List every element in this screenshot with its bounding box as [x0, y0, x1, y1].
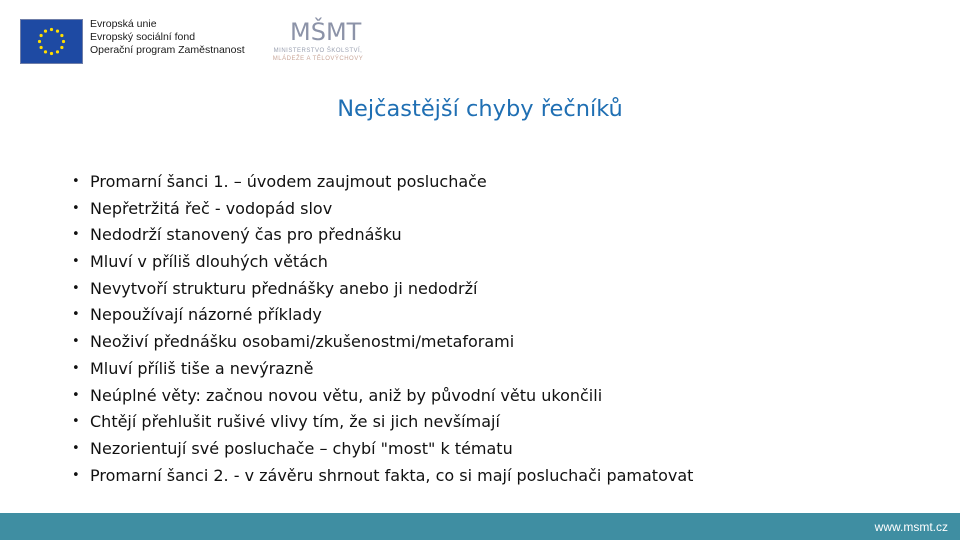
- list-item-text: Promarní šanci 2. - v závěru shrnout fakta, co si mají posluchači pamatovat: [90, 465, 694, 485]
- list-item: [72, 356, 693, 383]
- eu-star-icon: [62, 40, 65, 43]
- eu-star-icon: [56, 30, 59, 33]
- list-item-text: Promarní šanci 1. – úvodem zaujmout posluchače: [90, 172, 487, 191]
- eu-star-icon: [50, 28, 53, 31]
- list-item-text: Nevytvoří strukturu přednášky anebo ji nedodrží: [90, 278, 478, 298]
- bullet-icon: •: [72, 387, 80, 403]
- bullet-icon: •: [72, 334, 80, 350]
- msmt-logo: [268, 12, 368, 66]
- list-item-text: Nepřetržitá řeč - vodopád slov: [90, 198, 333, 218]
- bullet-icon: •: [72, 280, 80, 296]
- msmt-mark: MŠMT: [290, 18, 362, 46]
- list-item: [72, 409, 693, 436]
- eu-program-text: [90, 18, 245, 57]
- msmt-caption-2: MLÁDEŽE A TĚLOVÝCHOVY: [272, 56, 364, 62]
- eu-flag-logo: [20, 19, 83, 64]
- list-item-text: Mluví v příliš dlouhých větách: [90, 252, 328, 272]
- eu-line-2: Evropský sociální fond: [90, 31, 196, 43]
- eu-star-icon: [56, 50, 59, 53]
- bullet-icon: •: [72, 227, 80, 243]
- list-item-text: Nepoužívají názorné příklady: [90, 305, 322, 325]
- list-item: [72, 302, 693, 329]
- bullet-icon: •: [72, 254, 80, 270]
- list-item-text: Chtějí přehlušit rušivé vlivy tím, že si jich nevšímají: [90, 412, 500, 432]
- msmt-emblem-icon: [268, 12, 368, 48]
- eu-star-icon: [38, 40, 41, 43]
- bullet-icon: •: [72, 174, 80, 189]
- list-item: [72, 276, 693, 303]
- list-item-text: Nedodrží stanovený čas pro přednášku: [90, 225, 402, 245]
- eu-star-icon: [44, 50, 47, 53]
- bullet-icon: •: [72, 440, 80, 456]
- footer-url-link[interactable]: www.msmt.cz: [874, 520, 948, 534]
- eu-star-icon: [40, 46, 43, 49]
- bullet-list: [72, 169, 693, 489]
- eu-line-1: Evropská unie: [90, 18, 157, 30]
- list-item: [72, 383, 693, 410]
- slide-title: Nejčastější chyby řečníků: [337, 96, 623, 122]
- bullet-icon: •: [72, 360, 80, 376]
- bullet-icon: •: [72, 467, 80, 483]
- bullet-icon: •: [72, 200, 80, 216]
- list-item: [72, 249, 693, 276]
- list-item: [72, 169, 693, 196]
- list-item: [72, 196, 693, 223]
- eu-stars-icon: [21, 20, 82, 63]
- list-item-text: Nezorientují své posluchače – chybí "most" k tématu: [90, 438, 513, 458]
- eu-star-icon: [50, 52, 53, 55]
- msmt-caption-1: MINISTERSTVO ŠKOLSTVÍ,: [273, 48, 363, 54]
- list-item: [72, 436, 693, 463]
- bullet-icon: •: [72, 307, 80, 323]
- list-item: [72, 329, 693, 356]
- eu-star-icon: [60, 34, 63, 37]
- list-item-text: Neoživí přednášku osobami/zkušenostmi/metaforami: [90, 332, 515, 352]
- eu-star-icon: [44, 30, 47, 33]
- footer-bar: [0, 513, 960, 540]
- list-item: [72, 222, 693, 249]
- eu-star-icon: [60, 46, 63, 49]
- bullet-icon: •: [72, 414, 80, 430]
- list-item-text: Neúplné věty: začnou novou větu, aniž by původní větu ukončili: [90, 385, 603, 405]
- eu-star-icon: [40, 34, 43, 37]
- list-item-text: Mluví příliš tiše a nevýrazně: [90, 358, 314, 378]
- eu-line-3: Operační program Zaměstnanost: [90, 44, 245, 56]
- list-item: [72, 463, 693, 490]
